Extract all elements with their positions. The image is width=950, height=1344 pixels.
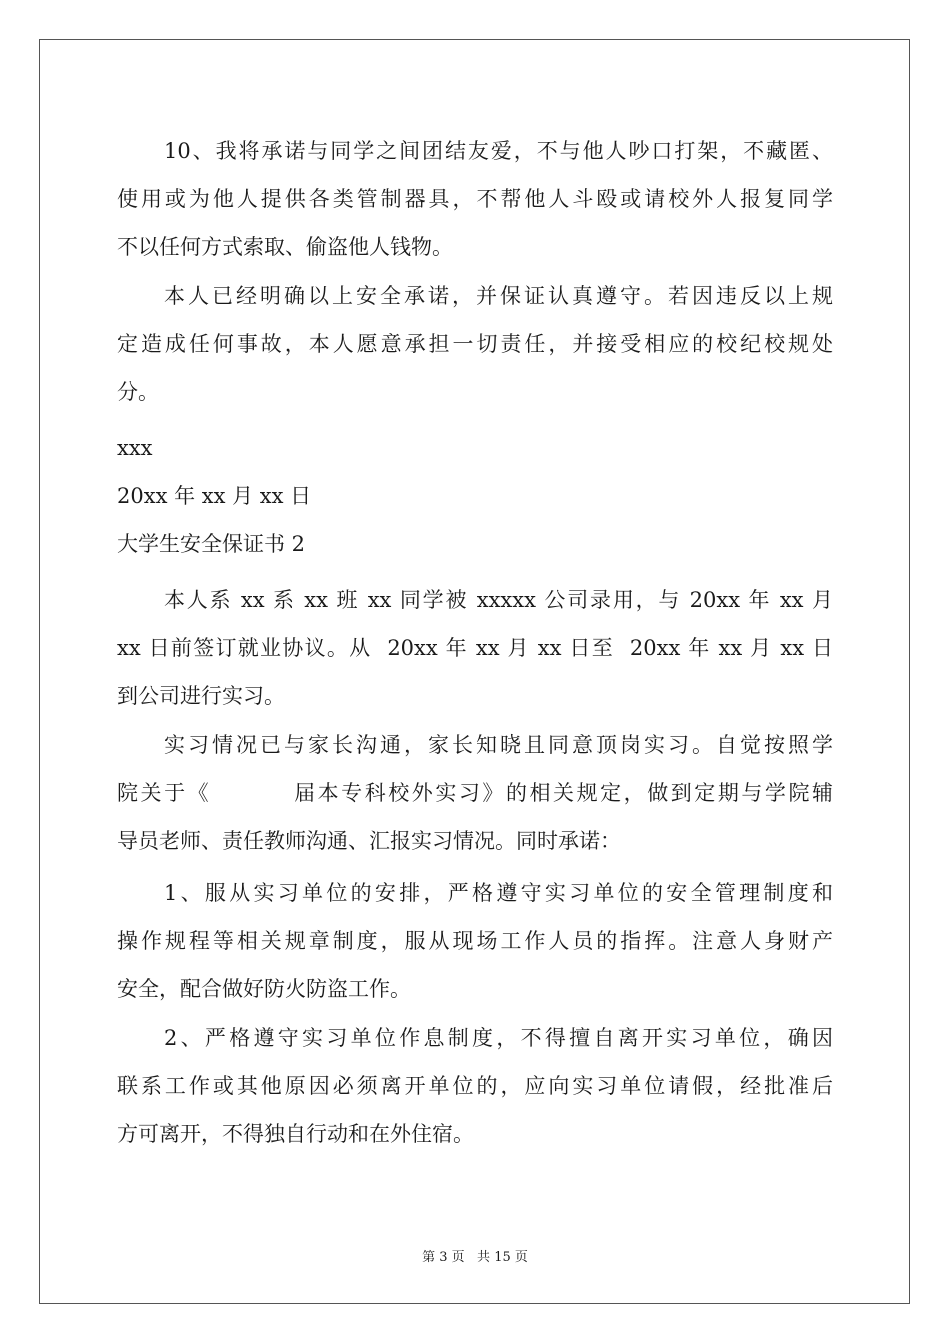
paragraph-line: 2、严格遵守实习单位作息制度，不得擅自离开实习单位，确因 bbox=[164, 1026, 833, 1050]
paragraph-line: 导员老师、责任教师沟通、汇报实习情况。同时承诺： bbox=[117, 829, 621, 853]
paragraph-line: 本人已经明确以上安全承诺，并保证认真遵守。若因违反以上规 bbox=[164, 284, 833, 308]
section-title: 大学生安全保证书 2 bbox=[117, 532, 306, 556]
paragraph-line: 院关于《 届本专科校外实习》的相关规定，做到定期与学院辅 bbox=[117, 781, 833, 805]
paragraph-line: 方可离开，不得独自行动和在外住宿。 bbox=[117, 1122, 474, 1146]
paragraph-line: 使用或为他人提供各类管制器具，不帮他人斗殴或请校外人报复同学 bbox=[117, 187, 833, 211]
paragraph-line: 分。 bbox=[117, 380, 159, 404]
paragraph-line: 到公司进行实习。 bbox=[117, 684, 285, 708]
paragraph-line: 定造成任何事故，本人愿意承担一切责任，并接受相应的校纪校规处 bbox=[117, 332, 833, 356]
paragraph-line: 实习情况已与家长沟通，家长知晓且同意顶岗实习。自觉按照学 bbox=[164, 733, 833, 757]
signature-date: 20xx 年 xx 月 xx 日 bbox=[117, 484, 312, 508]
signature-name: xxx bbox=[117, 436, 153, 460]
paragraph-line: 联系工作或其他原因必须离开单位的，应向实习单位请假，经批准后 bbox=[117, 1074, 833, 1098]
paragraph-line: 1、服从实习单位的安排，严格遵守实习单位的安全管理制度和 bbox=[164, 881, 833, 905]
paragraph-line: xx 日前签订就业协议。从 20xx 年 xx 月 xx 日至 20xx 年 xx 月 xx 日 bbox=[117, 636, 833, 660]
paragraph-line: 本人系 xx 系 xx 班 xx 同学被 xxxxx 公司录用，与 20xx 年 xx 月 bbox=[164, 588, 833, 612]
page-footer: 第 3 页 共 15 页 bbox=[422, 1250, 528, 1265]
paragraph-line: 10、我将承诺与同学之间团结友爱，不与他人吵口打架，不藏匿、 bbox=[164, 139, 833, 163]
page-frame bbox=[39, 39, 910, 1304]
paragraph-line: 操作规程等相关规章制度，服从现场工作人员的指挥。注意人身财产 bbox=[117, 929, 833, 953]
paragraph-line: 不以任何方式索取、偷盗他人钱物。 bbox=[117, 235, 453, 259]
paragraph-line: 安全，配合做好防火防盗工作。 bbox=[117, 977, 411, 1001]
